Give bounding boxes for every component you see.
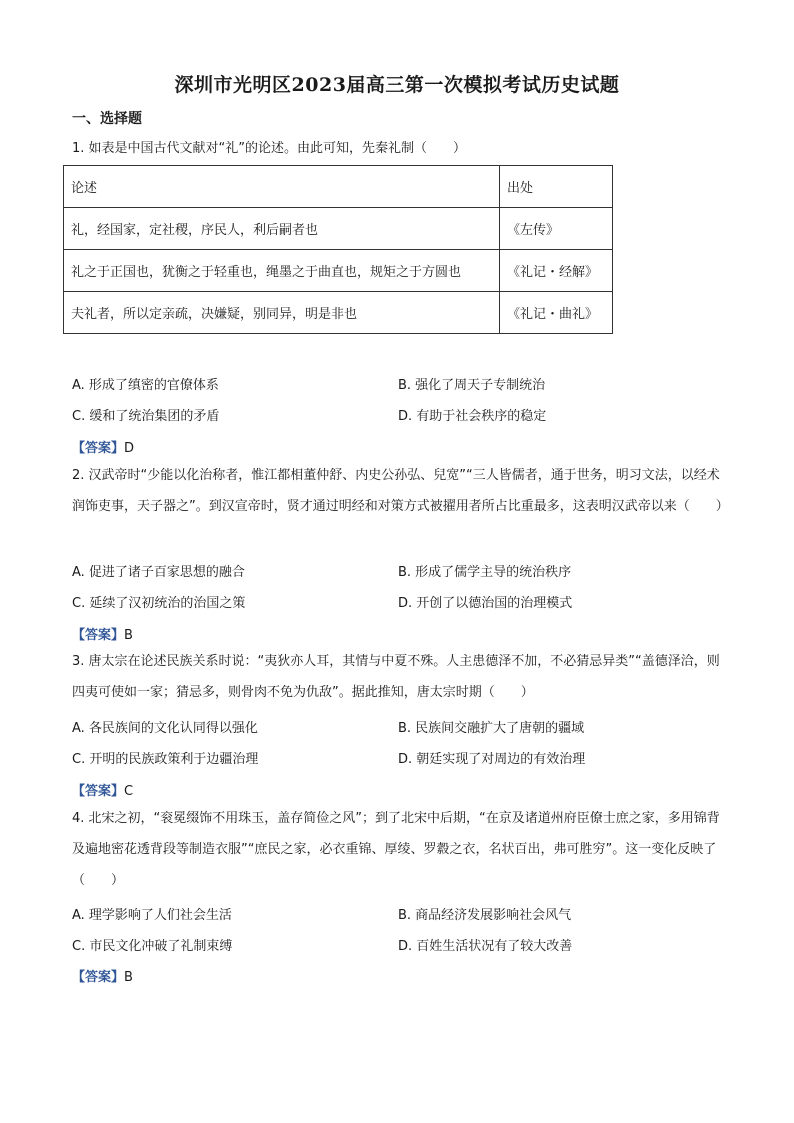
- answer-label: 【答案】: [72, 784, 125, 799]
- answer-value: B: [124, 970, 133, 985]
- q2-option-a[interactable]: A. 促进了诸子百家思想的融合: [72, 565, 245, 580]
- table-cell: 夫礼者，所以定亲疏，决嫌疑，别同异，明是非也: [64, 292, 500, 334]
- q4-option-d[interactable]: D. 百姓生活状况有了较大改善: [398, 939, 573, 954]
- section-heading: 一、选择题: [72, 111, 142, 127]
- q3-option-c[interactable]: C. 开明的民族政策利于边疆治理: [72, 752, 259, 767]
- table-header-row: [64, 166, 613, 208]
- q1-option-a[interactable]: A. 形成了缜密的官僚体系: [72, 378, 219, 393]
- answer-value: C: [124, 784, 134, 799]
- q4-stem: 4. 北宋之初，“衮冕缀饰不用珠玉，盖存简俭之风”；到了北宋中后期，“在京及诸道州府臣僚士庶之家，多用锦背及遍地密花透背段等制造衣服”“庶民之家，必衣重锦、厚绫、罗縠之衣，名状百出，弗可胜穷”。这一变化反映了（ ）: [72, 811, 720, 888]
- q1-answer: [72, 437, 134, 456]
- q4-option-b[interactable]: B. 商品经济发展影响社会风气: [398, 908, 572, 923]
- q2-answer: [72, 624, 133, 643]
- table-header-cell: 论述: [64, 166, 500, 208]
- q2-option-d[interactable]: D. 开创了以德治国的治理模式: [398, 596, 573, 611]
- answer-label: 【答案】: [72, 970, 125, 985]
- q2-stem: 2. 汉武帝时“少能以化治称者，惟江都相董仲舒、内史公孙弘、兒宽”“三人皆儒者，通于世务，明习文法，以经术润饰吏事，天子器之”。到汉宣帝时，贤才通过明经和对策方式被擢用者所占比重最多，这表明汉武帝以来（ ）: [72, 468, 729, 514]
- answer-value: B: [124, 628, 133, 643]
- q4-option-a[interactable]: A. 理学影响了人们社会生活: [72, 908, 232, 923]
- table-row: [64, 250, 613, 292]
- table-header-cell: 出处: [500, 166, 613, 208]
- q3-option-d[interactable]: D. 朝廷实现了对周边的有效治理: [398, 752, 586, 767]
- q3-option-b[interactable]: B. 民族间交融扩大了唐朝的疆域: [398, 721, 585, 736]
- q3-answer: [72, 780, 133, 799]
- table-cell: 礼之于正国也，犹衡之于轻重也，绳墨之于曲直也，规矩之于方圆也: [64, 250, 500, 292]
- q1-option-b[interactable]: B. 强化了周天子专制统治: [398, 378, 546, 393]
- page-title: 深圳市光明区2023届高三第一次模拟考试历史试题: [174, 74, 620, 96]
- q2-option-c[interactable]: C. 延续了汉初统治的治国之策: [72, 596, 246, 611]
- table-row: [64, 208, 613, 250]
- table-cell: 《礼记・曲礼》: [500, 292, 613, 334]
- q3-stem: 3. 唐太宗在论述民族关系时说：“夷狄亦人耳，其情与中夏不殊。人主患德泽不加，不必猜忌异类”“盖德泽洽，则四夷可使如一家；猜忌多，则骨肉不免为仇敌”。据此推知，唐太宗时期（ ）: [72, 654, 720, 700]
- q3-option-a[interactable]: A. 各民族间的文化认同得以强化: [72, 721, 258, 736]
- answer-label: 【答案】: [72, 628, 125, 643]
- q4-answer: [72, 966, 133, 985]
- table-row: [64, 292, 613, 334]
- q4-option-c[interactable]: C. 市民文化冲破了礼制束缚: [72, 939, 233, 954]
- table-cell: 《礼记・经解》: [500, 250, 613, 292]
- answer-label: 【答案】: [72, 441, 125, 456]
- table-cell: 礼，经国家，定社稷，序民人，利后嗣者也: [64, 208, 500, 250]
- table-cell: 《左传》: [500, 208, 613, 250]
- q1-option-c[interactable]: C. 缓和了统治集团的矛盾: [72, 409, 220, 424]
- answer-value: D: [124, 441, 135, 456]
- q1-option-d[interactable]: D. 有助于社会秩序的稳定: [398, 409, 547, 424]
- q1-stem: 1. 如表是中国古代文献对“礼”的论述。由此可知，先秦礼制（ ）: [72, 141, 467, 156]
- q2-option-b[interactable]: B. 形成了儒学主导的统治秩序: [398, 565, 572, 580]
- q1-source-table: [63, 165, 613, 334]
